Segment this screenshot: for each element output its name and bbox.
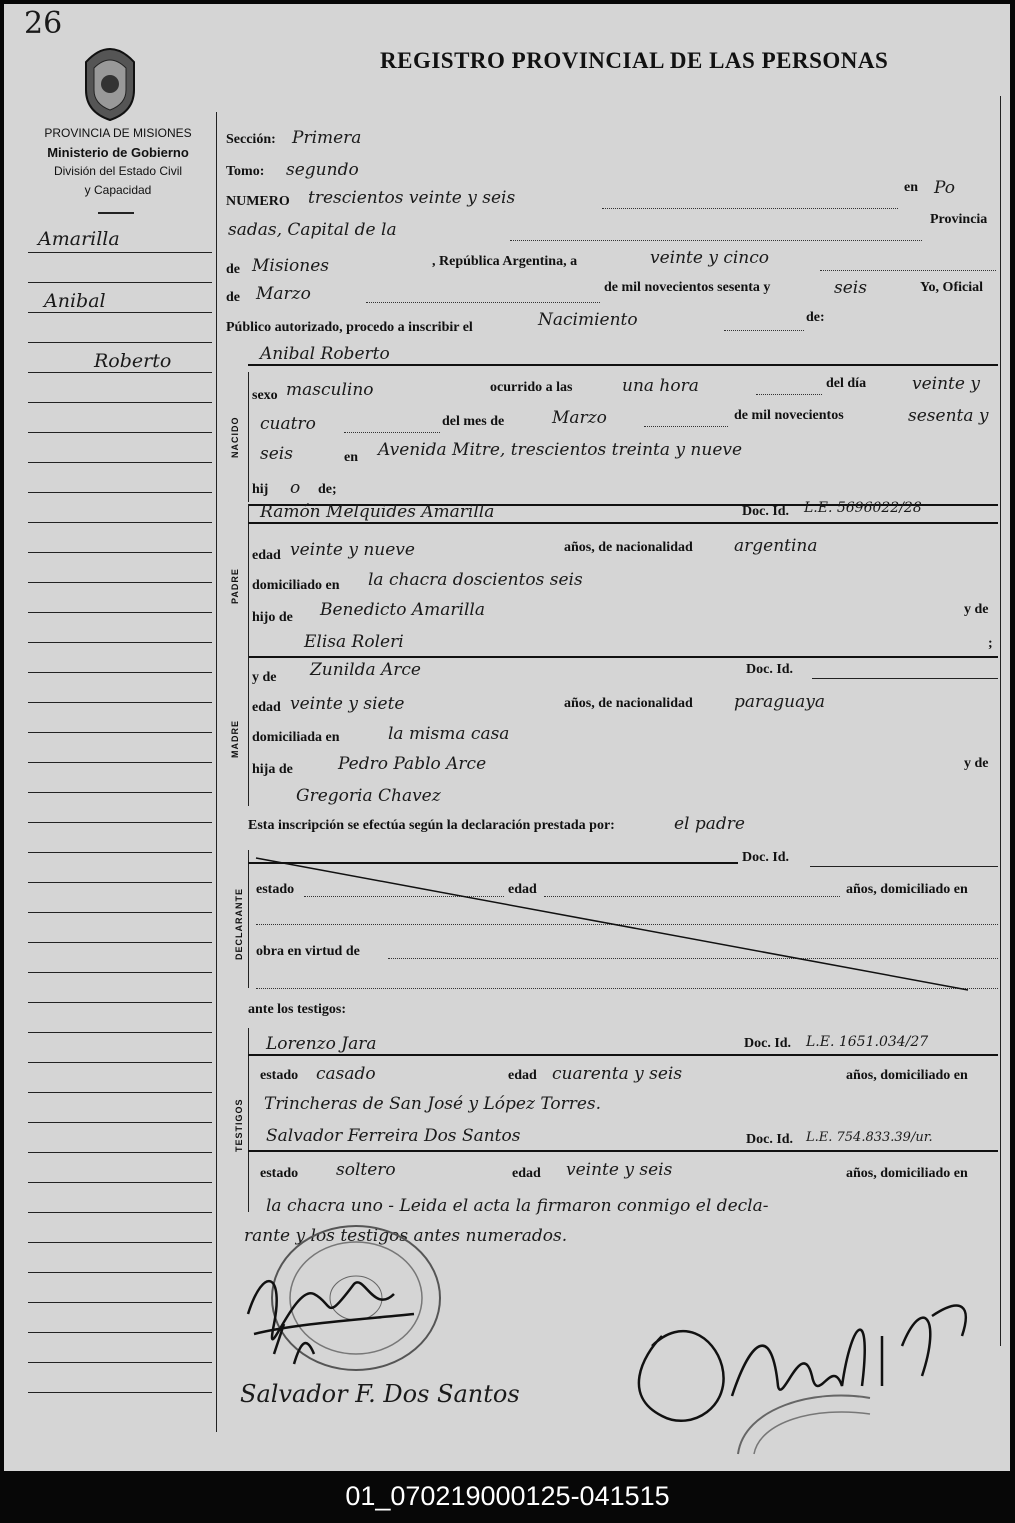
label-hija-de: hija de: [252, 762, 293, 777]
label-ante: ante los testigos:: [248, 1002, 346, 1017]
label-de-colon: de:: [806, 310, 825, 325]
value-tomo: segundo: [286, 160, 359, 180]
label-republica: , República Argentina, a: [432, 254, 578, 269]
value-cierre-2: rante y los testigos antes numerados.: [244, 1226, 568, 1246]
value-seccion: Primera: [292, 128, 362, 148]
value-padre-doc: L.E. 5696022/28: [804, 500, 922, 516]
label-edad-t1: edad: [508, 1068, 537, 1083]
value-t2-doc: L.E. 754.833.39/ur.: [806, 1130, 933, 1145]
label-de-mil-2: de mil novecientos: [734, 408, 844, 423]
value-madre: Zunilda Arce: [310, 660, 421, 680]
label-publico: Público autorizado, procedo a inscribir el: [226, 320, 473, 335]
label-de-mil: de mil novecientos sesenta y: [604, 280, 771, 295]
division-label-2: y Capacidad: [84, 183, 152, 197]
label-edad-padre: edad: [252, 548, 281, 563]
signature-left-name: Salvador F. Dos Santos: [240, 1380, 520, 1408]
section-madre-label: MADRE: [230, 720, 240, 758]
value-t1-estado: casado: [316, 1064, 376, 1084]
value-lugar-nac: Avenida Mitre, trescientos treinta y nueve: [378, 440, 743, 460]
value-dia: veinte y cinco: [650, 248, 770, 268]
label-y-de-madre: y de: [252, 670, 277, 685]
value-hora: una hora: [622, 376, 699, 396]
label-edad-decl: edad: [508, 882, 537, 897]
value-mes: Marzo: [256, 284, 311, 304]
official-stamp-partial-icon: [734, 1388, 874, 1458]
section-testigos-label: TESTIGOS: [234, 1098, 244, 1152]
province-label: PROVINCIA DE MISIONES: [44, 126, 192, 140]
signature-left-icon: [234, 1254, 444, 1374]
label-tomo: Tomo:: [226, 164, 265, 179]
label-en: en: [904, 180, 918, 195]
value-t2-edad: veinte y seis: [566, 1160, 673, 1180]
value-anio-nac: sesenta y: [908, 406, 989, 426]
label-seccion: Sección:: [226, 132, 276, 147]
ministry-label: Ministerio de Gobierno: [47, 145, 189, 160]
label-estado-t1: estado: [260, 1068, 299, 1083]
label-en-lugar: en: [344, 450, 358, 465]
label-edad-t2: edad: [512, 1166, 541, 1181]
label-obra: obra en virtud de: [256, 944, 360, 959]
label-dom-decl: años, domiciliado en: [846, 882, 968, 897]
label-nac-padre: años, de nacionalidad: [564, 540, 693, 555]
label-doc-padre: Doc. Id.: [742, 504, 790, 519]
label-doc-t1: Doc. Id.: [744, 1036, 792, 1051]
label-ocurrido: ocurrido a las: [490, 380, 573, 395]
value-provincia: Misiones: [252, 256, 329, 276]
label-dom-t2: años, domiciliado en: [846, 1166, 968, 1181]
section-padre-label: PADRE: [230, 568, 240, 604]
label-sexo: sexo: [252, 388, 278, 403]
value-padre-nac: argentina: [734, 536, 818, 556]
section-declarante-label: DECLARANTE: [234, 888, 244, 960]
margin-first-name: Anibal: [44, 290, 106, 312]
value-dia-nac: veinte y: [912, 374, 980, 394]
value-padre: Ramón Melquides Amarilla: [260, 502, 495, 522]
margin-surname: Amarilla: [38, 228, 120, 250]
label-estado-t2: estado: [260, 1166, 299, 1181]
value-mes-nac: Marzo: [552, 408, 607, 428]
label-provincia: Provincia: [930, 212, 988, 227]
value-nombre: Anibal Roberto: [260, 344, 390, 364]
value-acto: Nacimiento: [538, 310, 638, 330]
value-cierre-1: la chacra uno - Leida el acta la firmaron conmigo el decla-: [266, 1196, 769, 1216]
label-hijo-de: hijo de: [252, 610, 293, 625]
document-title: REGISTRO PROVINCIAL DE LAS PERSONAS: [380, 48, 889, 73]
value-dia-nac-2: cuatro: [260, 414, 316, 434]
margin-middle-name: Roberto: [94, 350, 172, 372]
label-del-mes: del mes de: [442, 414, 505, 429]
label-dom-padre: domiciliado en: [252, 578, 340, 593]
value-t1-doc: L.E. 1651.034/27: [806, 1034, 929, 1050]
label-doc-madre: Doc. Id.: [746, 662, 794, 677]
label-dom-t1: años, domiciliado en: [846, 1068, 968, 1083]
value-numero: trescientos veinte y seis: [308, 188, 516, 208]
value-padre-madre: Elisa Roleri: [304, 632, 404, 652]
value-t1-nombre: Lorenzo Jara: [266, 1034, 377, 1054]
value-declarante: el padre: [674, 814, 745, 834]
label-nac-madre: años, de nacionalidad: [564, 696, 693, 711]
value-sexo: masculino: [286, 380, 374, 400]
value-t1-dom: Trincheras de San José y López Torres.: [264, 1094, 602, 1114]
label-doc-t2: Doc. Id.: [746, 1132, 794, 1147]
section-nacido-label: NACIDO: [230, 416, 240, 458]
label-semicolon: ;: [988, 636, 993, 651]
value-anio-nac-2: seis: [260, 444, 293, 464]
value-madre-padre: Pedro Pablo Arce: [338, 754, 487, 774]
value-anio: seis: [834, 278, 867, 298]
label-edad-madre: edad: [252, 700, 281, 715]
value-t1-edad: cuarenta y seis: [552, 1064, 683, 1084]
label-numero: NUMERO: [226, 194, 290, 209]
folio-number: 26: [24, 6, 63, 41]
value-lugar: sadas, Capital de la: [228, 220, 397, 240]
value-t2-estado: soltero: [336, 1160, 396, 1180]
label-de-semi: de;: [318, 482, 337, 497]
value-padre-padre: Benedicto Amarilla: [320, 600, 485, 620]
coat-of-arms-icon: [78, 42, 142, 122]
label-dom-madre: domiciliada en: [252, 730, 340, 745]
value-hij: o: [290, 478, 301, 498]
value-padre-dom: la chacra doscientos seis: [368, 570, 583, 590]
label-hij: hij: [252, 482, 269, 497]
label-y-de-padre: y de: [964, 602, 989, 617]
division-label: División del Estado Civil: [53, 164, 183, 178]
value-madre-madre: Gregoria Chavez: [296, 786, 441, 806]
label-doc-declarante: Doc. Id.: [742, 850, 790, 865]
label-de-mes: de: [226, 290, 240, 305]
value-madre-edad: veinte y siete: [290, 694, 405, 714]
value-t2-nombre: Salvador Ferreira Dos Santos: [266, 1126, 521, 1146]
label-declaracion: Esta inscripción se efectúa según la declaración prestada por:: [248, 818, 615, 833]
label-y-de-madre-2: y de: [964, 756, 989, 771]
label-de-provincia: de: [226, 262, 240, 277]
document-id-footer: 01_070219000125-041515: [0, 1473, 1015, 1523]
cancel-strike-line: [248, 856, 978, 996]
value-en: Po: [934, 178, 955, 198]
registry-page: [4, 4, 1010, 1471]
label-estado-decl: estado: [256, 882, 295, 897]
value-madre-nac: paraguaya: [734, 692, 825, 712]
value-padre-edad: veinte y nueve: [290, 540, 415, 560]
label-del-dia: del día: [826, 376, 867, 391]
label-yo-oficial: Yo, Oficial: [920, 280, 983, 295]
value-madre-dom: la misma casa: [388, 724, 510, 744]
